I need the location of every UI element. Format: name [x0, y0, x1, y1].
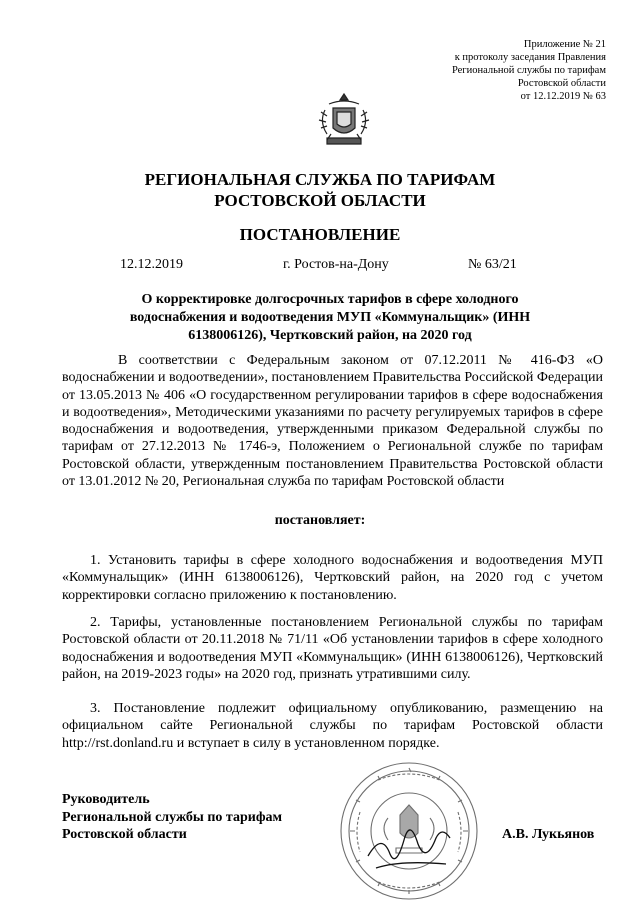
position-line: Ростовской области [62, 827, 187, 842]
clause-1: 1. Установить тарифы в сфере холодного водоснабжения и водоотведения МУП «Коммунальщик» (ИНН 6138006126), Чертковский район, на 2020 год с учетом корректировки согласно приложению к постановлению. [62, 553, 603, 603]
official-seal-icon [338, 760, 480, 902]
appendix-line: к протоколу заседания Правления [454, 52, 606, 63]
document-date: 12.12.2019 [120, 257, 183, 272]
clause-2: 2. Тарифы, установленные постановлением Региональной службы по тарифам Ростовской области от 20.11.2018 № 71/11 «Об установлении тарифов в сфере холодного водоснабжения и водоотведения МУП «Коммунальщик» (ИНН 6138006126), Чертковский район, на 2019-2023 годы» на 2020 год, признать утратившими силу. [62, 615, 603, 682]
coat-of-arms-icon [313, 90, 375, 152]
decides-heading: постановляет: [274, 513, 366, 528]
position-line: Региональной службы по тарифам [62, 809, 283, 825]
document-city: г. Ростов-на-Дону [283, 257, 389, 272]
intro-paragraph: В соответствии с Федеральным законом от 07.12.2011 № 416-ФЗ «О водоснабжении и водоотведении», постановлением Правительства Российской Федерации от 13.05.2013 № 406 «О государственном регулировании тарифов в сфере водоснабжения и водоотведения», Методическими указаниями по расчету регулируемых тарифов в сфере водоснабжения и водоотведения, утвержденными приказом Федеральной службы по тарифам от 27.12.2013 № 1746-э, Положением о Региональной службе по тарифам Ростовской области, утвержденным постановлением Правительства Ростовской области от 13.01.2012 № 20, Региональная служба по тарифам Ростовской области [62, 353, 603, 490]
organization-title [0, 169, 640, 211]
signatory-position [62, 791, 282, 844]
clause-3: 3. Постановление подлежит официальному опубликованию, размещению на официальном сайте Региональной службы по тарифам Ростовской области http://rst.donland.ru и вступает в силу в установленном порядке. [62, 701, 603, 751]
appendix-note [452, 38, 606, 103]
signatory-name: А.В. Лукьянов [502, 827, 595, 842]
document-type: ПОСТАНОВЛЕНИЕ [239, 225, 401, 244]
appendix-line: Региональной службы по тарифам [451, 65, 606, 76]
document-subject: О корректировке долгосрочных тарифов в сфере холодного водоснабжения и водоотведения МУП «Коммунальщик» (ИНН 6138006126), Чертковский район, на 2020 год [129, 292, 531, 343]
appendix-line: Ростовской области [517, 78, 606, 89]
appendix-line: Приложение № 21 [523, 39, 606, 50]
org-line: РЕГИОНАЛЬНАЯ СЛУЖБА ПО ТАРИФАМ [144, 170, 496, 189]
appendix-line: от 12.12.2019 № 63 [520, 91, 606, 102]
position-line: Руководитель [62, 792, 150, 807]
org-line: РОСТОВСКОЙ ОБЛАСТИ [214, 191, 426, 210]
document-number: № 63/21 [468, 257, 517, 272]
